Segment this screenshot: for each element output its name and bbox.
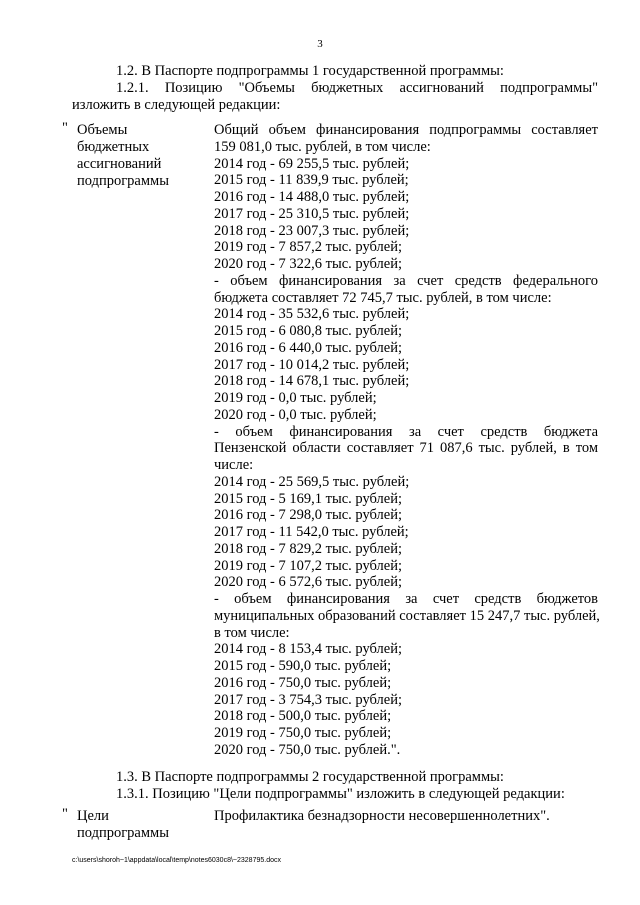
section-1-2-1-line-1: 1.2.1. Позицию "Объемы бюджетных ассигнований подпрограммы" xyxy=(116,80,598,96)
funding-text-line: 159 081,0 тыс. рублей, в том числе: xyxy=(214,138,431,155)
funding-text-line: в том числе: xyxy=(214,624,290,641)
goals-text: Профилактика безнадзорности несовершеннолетних". xyxy=(214,808,550,824)
goals-label xyxy=(77,808,169,842)
goals-label-line: Цели xyxy=(77,808,109,824)
funding-text-line: 2020 год - 750,0 тыс. рублей.". xyxy=(214,741,401,758)
section-1-2-1-line-2: изложить в следующей редакции: xyxy=(72,97,281,113)
funding-text-line: 2019 год - 7 857,2 тыс. рублей; xyxy=(214,239,402,256)
funding-text-line: 2017 год - 10 014,2 тыс. рублей; xyxy=(214,356,410,373)
goals-label-line: подпрограммы xyxy=(77,825,169,841)
funding-text-line: 2015 год - 6 080,8 тыс. рублей; xyxy=(214,323,402,339)
page-number: 3 xyxy=(317,38,323,50)
funding-text-line: - объем финансирования за счет средств бюджетов xyxy=(214,591,598,607)
funding-text-line: 2019 год - 0,0 тыс. рублей; xyxy=(214,390,377,406)
funding-text-line: 2018 год - 500,0 тыс. рублей; xyxy=(214,708,392,725)
funding-label-line: подпрограммы xyxy=(77,173,169,189)
funding-text-line: 2014 год - 35 532,6 тыс. рублей; xyxy=(214,306,410,323)
funding-text-line: 2018 год - 14 678,1 тыс. рублей; xyxy=(214,373,410,390)
funding-label-line: бюджетных xyxy=(77,139,150,155)
funding-text-line: 2014 год - 25 569,5 тыс. рублей; xyxy=(214,473,410,490)
funding-text-line: 2016 год - 7 298,0 тыс. рублей; xyxy=(214,507,402,524)
funding-text-line: муниципальных образований составляет 15 247,7 тыс. рублей, xyxy=(214,607,600,624)
funding-text-line: 2015 год - 590,0 тыс. рублей; xyxy=(214,658,392,674)
funding-text-line: - объем финансирования за счет средств бюджета xyxy=(214,423,598,440)
section-1-2-heading: 1.2. В Паспорте подпрограммы 1 государственной программы: xyxy=(116,63,504,79)
funding-text-line: - объем финансирования за счет средств федерального xyxy=(214,272,598,289)
funding-text-line: числе: xyxy=(214,457,254,473)
funding-text-line: 2014 год - 69 255,5 тыс. рублей; xyxy=(214,155,410,172)
funding-text-line: Общий объем финансирования подпрограммы составляет xyxy=(214,122,598,138)
funding-label-line: ассигнований xyxy=(77,156,162,172)
funding-text-line: 2018 год - 7 829,2 тыс. рублей; xyxy=(214,540,402,557)
funding-text-line: 2016 год - 14 488,0 тыс. рублей; xyxy=(214,189,410,205)
section-1-3-heading: 1.3. В Паспорте подпрограммы 2 государственной программы: xyxy=(116,769,504,785)
opening-quote-2: " xyxy=(62,806,68,822)
funding-label-line: Объемы xyxy=(77,122,128,138)
funding-text-line: 2016 год - 6 440,0 тыс. рублей; xyxy=(214,339,402,356)
funding-text xyxy=(214,122,598,759)
funding-text-line: Пензенской области составляет 71 087,6 тыс. рублей, в том xyxy=(214,440,598,457)
funding-text-line: 2020 год - 7 322,6 тыс. рублей; xyxy=(214,256,402,272)
funding-text-line: 2017 год - 11 542,0 тыс. рублей; xyxy=(214,524,409,540)
funding-text-line: 2015 год - 11 839,9 тыс. рублей; xyxy=(214,172,409,189)
funding-text-line: 2020 год - 6 572,6 тыс. рублей; xyxy=(214,574,402,591)
funding-text-line: 2014 год - 8 153,4 тыс. рублей; xyxy=(214,641,402,658)
funding-text-line: 2015 год - 5 169,1 тыс. рублей; xyxy=(214,490,402,507)
funding-text-line: 2016 год - 750,0 тыс. рублей; xyxy=(214,674,392,691)
opening-quote-1: " xyxy=(62,120,68,136)
funding-text-line: 2019 год - 750,0 тыс. рублей; xyxy=(214,725,392,741)
file-path-footer: c:\users\shoroh~1\appdata\local\temp\notes6030c8\~2328795.docx xyxy=(72,857,281,864)
funding-text-line: 2017 год - 25 310,5 тыс. рублей; xyxy=(214,205,410,222)
funding-text-line: 2017 год - 3 754,3 тыс. рублей; xyxy=(214,691,402,708)
funding-text-line: бюджета составляет 72 745,7 тыс. рублей, в том числе: xyxy=(214,289,552,306)
funding-text-line: 2020 год - 0,0 тыс. рублей; xyxy=(214,406,377,423)
section-1-3-1-line: 1.3.1. Позицию "Цели подпрограммы" изложить в следующей редакции: xyxy=(116,786,565,802)
funding-label xyxy=(77,122,169,190)
funding-text-line: 2019 год - 7 107,2 тыс. рублей; xyxy=(214,557,402,574)
funding-text-line: 2018 год - 23 007,3 тыс. рублей; xyxy=(214,222,410,239)
